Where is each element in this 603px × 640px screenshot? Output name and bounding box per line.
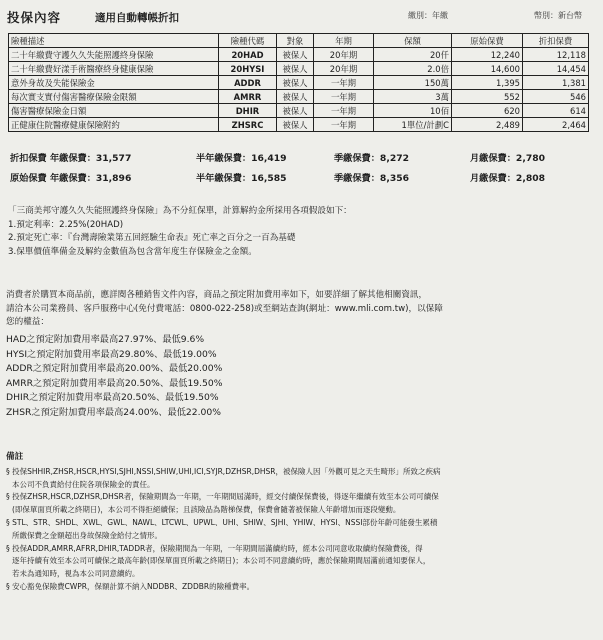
- note-line: § 投保ADDR,AMRR,AFRR,DHIR,TADDR者，保險期間為一年期，一年期間屆滿續約時，經本公司同意收取續約保險費後，得: [6, 543, 423, 553]
- expense-rate-item: ADDR之預定附加費用率最高20.00%、最低20.00%: [6, 363, 223, 374]
- plan-code: 20HYSI: [219, 62, 277, 76]
- dividend-assumptions: [8, 205, 352, 259]
- plan-original-premium: 12,240: [452, 48, 523, 62]
- plan-term: 一年期: [314, 118, 374, 132]
- discount-annual-premium: 折扣保費 年繳保費：31,577: [10, 153, 132, 164]
- consumer-notice: [6, 289, 443, 330]
- plan-target: 被保人: [277, 118, 314, 132]
- plan-name: 傷害醫療保險金日額: [9, 104, 219, 118]
- note-line: 若未為通知時，視為本公司同意續約。: [12, 569, 140, 579]
- notes-title: 備註: [6, 452, 24, 462]
- plan-amount: 20仟: [374, 48, 452, 62]
- section-header: [0, 6, 603, 28]
- plan-original-premium: 14,600: [452, 62, 523, 76]
- plan-term: 一年期: [314, 76, 374, 90]
- col-header-discount-premium: 折扣保費: [523, 34, 589, 48]
- plan-target: 被保人: [277, 90, 314, 104]
- plan-amount: 10佰: [374, 104, 452, 118]
- notes-section: [6, 452, 598, 594]
- plan-name: 意外身故及失能保險金: [9, 76, 219, 90]
- note-line: 本公司不負責給付住院各項保險金的責任。: [12, 479, 155, 489]
- table-row: [9, 48, 589, 62]
- plan-code: ZHSRC: [219, 118, 277, 132]
- note-line: § STL、STR、SHDL、XWL、GWL、NAWL、LTCWL、UPWL、UHI、SHIW、SJHI、YHIW、HYSI、NSSI部份年齡可能發生累積: [6, 517, 438, 527]
- plan-code: 20HAD: [219, 48, 277, 62]
- plan-amount: 1單位/計劃C: [374, 118, 452, 132]
- plan-original-premium: 1,395: [452, 76, 523, 90]
- plan-original-premium: 552: [452, 90, 523, 104]
- plan-code: AMRR: [219, 90, 277, 104]
- plan-discount-premium: 2,464: [523, 118, 589, 132]
- dividend-line-4: 3.保單價值準備金及解約金數值為包含當年度生存保險金之金額。: [8, 246, 257, 257]
- plan-term: 20年期: [314, 48, 374, 62]
- consumer-line-1: 消費者於購買本商品前，應詳閱各種銷售文件內容，商品之預定附加費用率如下，如要詳細了解其他相關資訊，: [6, 290, 428, 300]
- discount-semiannual-premium: 半年繳保費：16,419: [196, 153, 287, 164]
- expense-rate-item: HYSI之預定附加費用率最高29.80%、最低19.00%: [6, 348, 217, 360]
- plan-term: 一年期: [314, 90, 374, 104]
- original-monthly-premium: 月繳保費：2,808: [470, 173, 545, 184]
- plan-code: DHIR: [219, 104, 277, 118]
- plan-term: 一年期: [314, 104, 374, 118]
- plan-amount: 150萬: [374, 76, 452, 90]
- table-row: [9, 90, 589, 104]
- plan-discount-premium: 12,118: [523, 48, 589, 62]
- plan-name: 每次實支實付傷害醫療保險金限額: [9, 90, 219, 104]
- expense-rate-list: [6, 333, 222, 420]
- plan-table: [8, 33, 589, 132]
- original-semiannual-premium: 半年繳保費：16,585: [196, 173, 287, 184]
- col-header-original-premium: 原始保費: [452, 34, 523, 48]
- original-annual-premium: 原始保費 年繳保費：31,896: [10, 173, 132, 184]
- table-header-row: [9, 34, 589, 48]
- expense-rate-item: HAD之預定附加費用率最高27.97%、最低9.6%: [6, 334, 205, 345]
- table-row: [9, 76, 589, 90]
- dividend-line-2: 1.預定利率：2.25%(20HAD): [8, 219, 124, 230]
- auto-transfer-discount-label: 適用自動轉帳折扣: [95, 12, 179, 24]
- dividend-line-3: 2.預定死亡率：『台灣壽險業第五回經驗生命表』死亡率之百分之一百為基礎: [8, 233, 296, 243]
- discount-monthly-premium: 月繳保費：2,780: [470, 153, 545, 164]
- plan-target: 被保人: [277, 104, 314, 118]
- expense-rate-item: DHIR之預定附加費用率最高20.50%、最低19.50%: [6, 392, 219, 403]
- col-header-code: 險種代碼: [219, 34, 277, 48]
- plan-code: ADDR: [219, 76, 277, 90]
- payment-mode-label: 繳別：年繳: [408, 11, 448, 20]
- dividend-line-1: 「三商美邦守護久久失能照護終身保險」為不分紅保單，計算解約金所採用各項假設如下：: [8, 206, 352, 216]
- currency-label: 幣別：新台幣: [534, 11, 582, 20]
- col-header-term: 年期: [314, 34, 374, 48]
- section-title: 投保內容: [7, 10, 62, 25]
- plan-discount-premium: 546: [523, 90, 589, 104]
- expense-rate-item: AMRR之預定附加費用率最高20.50%、最低19.50%: [6, 377, 223, 389]
- plan-term: 20年期: [314, 62, 374, 76]
- col-header-target: 對象: [277, 34, 314, 48]
- plan-discount-premium: 14,454: [523, 62, 589, 76]
- note-line: § 安心豁免保險費CWPR，保額計算不納入NDDBR、ZDDBR的險種費率。: [6, 581, 255, 591]
- note-line: § 投保ZHSR,HSCR,DZHSR,DHSR者，保險期間為一年期，一年期間屆滿時，經交付續保保費後，得逐年繼續有效至本公司可續保: [6, 492, 439, 502]
- expense-rate-item: ZHSR之預定附加費用率最高24.00%、最低22.00%: [6, 406, 221, 418]
- plan-original-premium: 620: [452, 104, 523, 118]
- note-line: (即保單面頁所載之終期日)，本公司不得拒絕續保；且該險品為階梯保費，保費會隨著被保險人年齡增加而逐段變動。: [12, 505, 401, 515]
- note-line: 所繳保費之金額超出身故保險金給付之情形。: [12, 530, 162, 540]
- consumer-line-2: 請洽本公司業務員、客戶服務中心(免付費電話：0800-022-258)或至網站查詢(網址：www.mli.com.tw)，以保障: [6, 303, 443, 314]
- plan-discount-premium: 1,381: [523, 76, 589, 90]
- note-line: § 投保SHHIR,ZHSR,HSCR,HYSI,SJHI,NSSI,SHIW,UHI,ICI,SYJR,DZHSR,DHSR，被保險人因「外觀可見之天生畸形」所致之疾病: [6, 466, 441, 476]
- plan-amount: 2.0倍: [374, 62, 452, 76]
- plan-target: 被保人: [277, 76, 314, 90]
- original-quarterly-premium: 季繳保費：8,356: [334, 173, 409, 184]
- col-header-description: 險種描述: [9, 34, 219, 48]
- table-row: [9, 104, 589, 118]
- col-header-amount: 保額: [374, 34, 452, 48]
- table-row: [9, 118, 589, 132]
- plan-name: 正健康住院醫療健康保險附約: [9, 118, 219, 132]
- plan-target: 被保人: [277, 48, 314, 62]
- plan-name: 二十年繳費好漾手術醫療終身健康保險: [9, 62, 219, 76]
- plan-target: 被保人: [277, 62, 314, 76]
- discount-quarterly-premium: 季繳保費：8,272: [334, 153, 409, 164]
- consumer-line-3: 您的權益：: [6, 317, 49, 327]
- plan-original-premium: 2,489: [452, 118, 523, 132]
- plan-name: 二十年繳費守護久久失能照護終身保險: [9, 48, 219, 62]
- table-row: [9, 62, 589, 76]
- plan-amount: 3萬: [374, 90, 452, 104]
- plan-discount-premium: 614: [523, 104, 589, 118]
- note-line: 逐年持續有效至本公司可續保之最高年齡(即保單面頁所載之終期日)；本公司不同意續約時，應於保險期間屆滿前通知要保人，: [12, 556, 431, 566]
